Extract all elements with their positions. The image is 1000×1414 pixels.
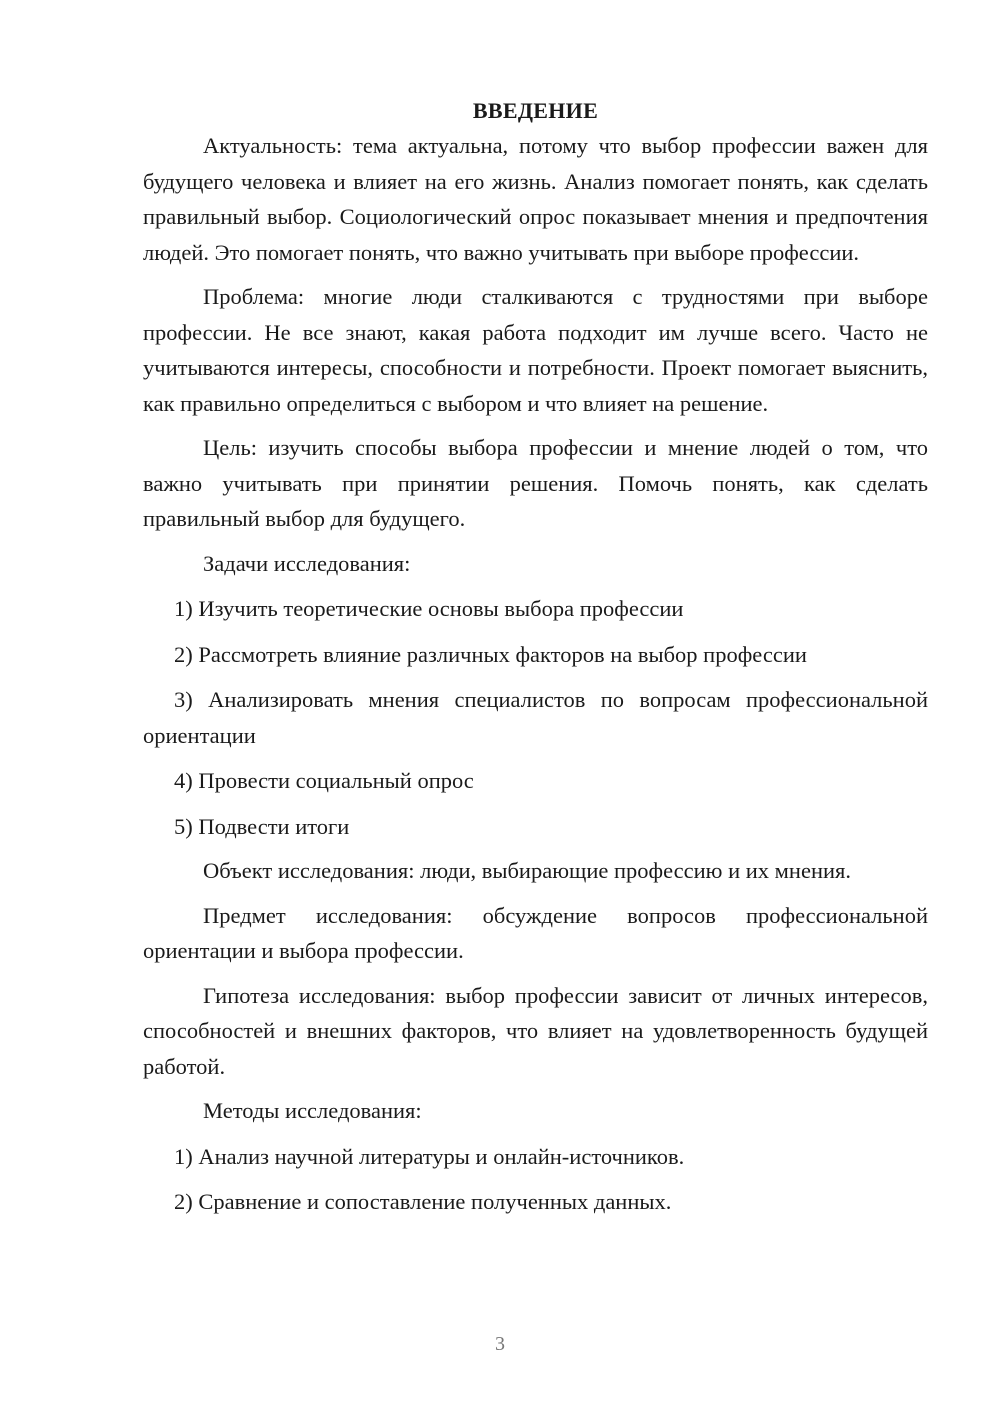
- tasks-title: Задачи исследования:: [203, 550, 411, 576]
- task-item-3: 3) Анализировать мнения специалистов по вопросам профессиональной ориентации: [143, 687, 928, 748]
- method-item-2: 2) Сравнение и сопоставление полученных данных.: [174, 1189, 672, 1214]
- task-item-1: 1) Изучить теоретические основы выбора профессии: [174, 596, 684, 621]
- paragraph-relevance: Актуальность: тема актуальна, потому что выбор профессии важен для будущего человека и влияет на его жизнь. Анализ помогает понять, как сделать правильный выбор. Социологический опрос показывает мнения и предпочтения людей. Это помогает понять, что важно учитывать при выборе профессии.: [143, 133, 928, 265]
- section-heading: ВВЕДЕНИЕ: [472, 98, 599, 123]
- methods-title: Методы исследования:: [203, 1098, 422, 1123]
- task-item-2: 2) Рассмотреть влияние различных факторов на выбор профессии: [174, 641, 807, 667]
- paragraph-goal: Цель: изучить способы выбора профессии и мнение людей о том, что важно учитывать при принятии решения. Помочь понять, как сделать правильный выбор для будущего.: [143, 435, 928, 531]
- paragraph-hypothesis: Гипотеза исследования: выбор профессии зависит от личных интересов, способностей и внешних факторов, что влияет на удовлетворенность будущей работой.: [143, 982, 928, 1079]
- task-item-4: 4) Провести социальный опрос: [174, 768, 474, 793]
- paragraph-object: Объект исследования: люди, выбирающие профессию и их мнения.: [203, 858, 852, 883]
- page-number: 3: [495, 1333, 505, 1355]
- document-page: [143, 96, 928, 1220]
- method-item-1: 1) Анализ научной литературы и онлайн-источников.: [174, 1143, 685, 1169]
- paragraph-subject: Предмет исследования: обсуждение вопросов профессиональной ориентации и выбора профессии.: [143, 902, 928, 963]
- paragraph-problem: Проблема: многие люди сталкиваются с трудностями при выборе профессии. Не все знают, какая работа подходит им лучше всего. Часто не учитываются интересы, способности и потребности. Проект помогает выяснить, как правильно определиться с выбором и что влияет на решение.: [143, 284, 928, 416]
- task-item-5: 5) Подвести итоги: [174, 813, 350, 839]
